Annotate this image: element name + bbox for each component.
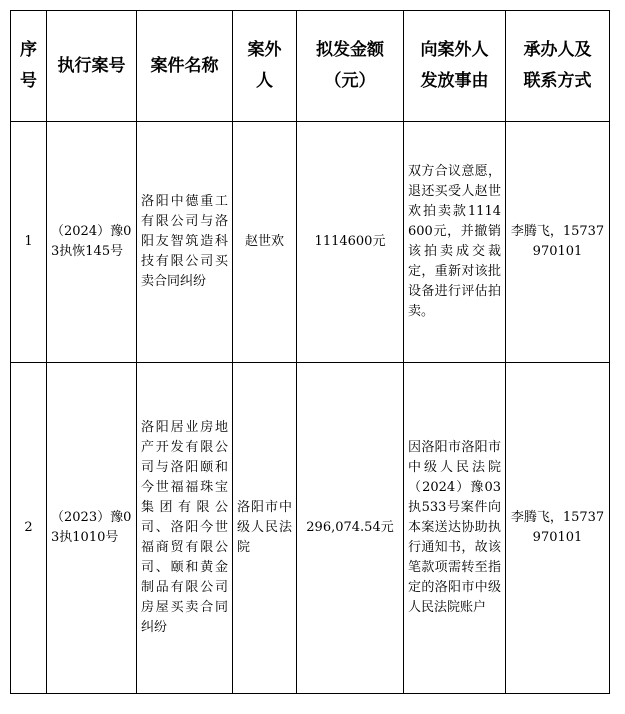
header-reason: 向案外人发放事由: [404, 11, 506, 122]
cell-seq: 2: [11, 363, 47, 694]
cell-handler: 李腾飞，15737970101: [506, 122, 610, 363]
cell-reason: 双方合议意愿，退还买受人赵世欢拍卖款1114600元，并撤销该拍卖成交裁定，重新对该批设备进行评估拍卖。: [404, 122, 506, 363]
table-row: [11, 363, 610, 694]
table-row: [11, 122, 610, 363]
cell-seq: 1: [11, 122, 47, 363]
header-case-name: 案件名称: [137, 11, 233, 122]
header-seq: 序号: [11, 11, 47, 122]
cell-reason: 因洛阳市洛阳市中级人民法院（2024）豫03执533号案件向本案送达协助执行通知书，故该笔款项需转至指定的洛阳市中级人民法院账户: [404, 363, 506, 694]
header-case-no: 执行案号: [47, 11, 137, 122]
cell-handler: 李腾飞，15737970101: [506, 363, 610, 694]
cell-case-no: （2023）豫03执1010号: [47, 363, 137, 694]
payment-table: [10, 10, 610, 694]
header-amount: 拟发金额（元）: [297, 11, 404, 122]
header-row: [11, 11, 610, 122]
cell-case-name: 洛阳中德重工有限公司与洛阳友智筑造科技有限公司买卖合同纠纷: [137, 122, 233, 363]
cell-case-name: 洛阳居业房地产开发有限公司与洛阳颐和今世福福珠宝集团有限公司、洛阳今世福商贸有限公司、颐和黄金制品有限公司房屋买卖合同纠纷: [137, 363, 233, 694]
cell-amount: 296,074.54元: [297, 363, 404, 694]
cell-outsider: 洛阳市中级人民法院: [233, 363, 297, 694]
header-outsider: 案外人: [233, 11, 297, 122]
cell-outsider: 赵世欢: [233, 122, 297, 363]
header-handler: 承办人及联系方式: [506, 11, 610, 122]
cell-amount: 1114600元: [297, 122, 404, 363]
cell-case-no: （2024）豫03执恢145号: [47, 122, 137, 363]
